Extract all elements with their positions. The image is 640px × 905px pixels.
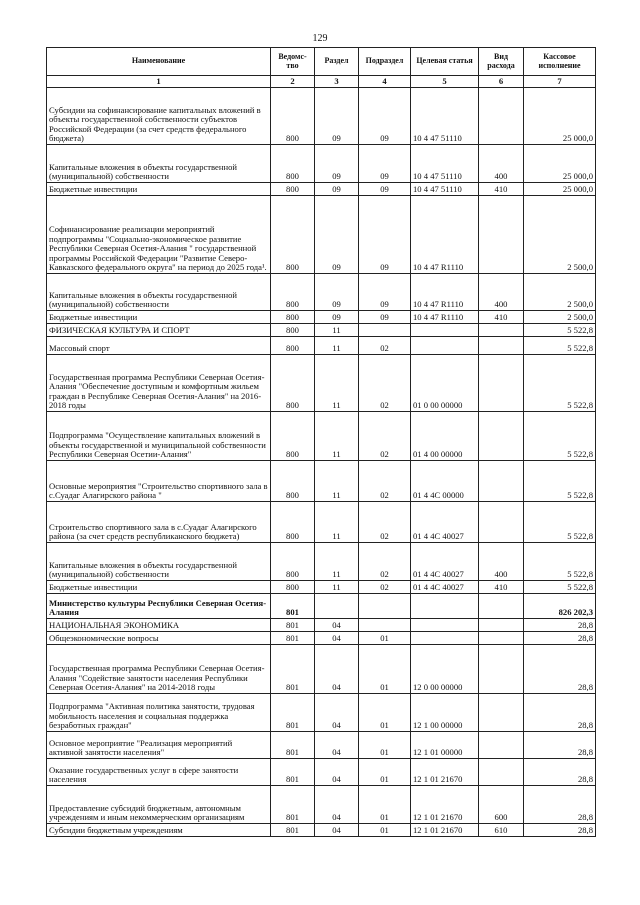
header-type: Вид расхода — [479, 48, 524, 76]
row-subsection — [359, 619, 411, 632]
row-expense-type — [479, 694, 524, 732]
row-amount: 5 522,8 — [524, 355, 596, 412]
row-dept: 801 — [271, 594, 315, 619]
row-dept: 800 — [271, 461, 315, 502]
row-subsection: 02 — [359, 461, 411, 502]
row-target-article — [411, 619, 479, 632]
table-row — [47, 502, 596, 543]
row-section: 11 — [315, 543, 359, 581]
row-amount: 25 000,0 — [524, 145, 596, 183]
row-amount: 826 202,3 — [524, 594, 596, 619]
row-expense-type — [479, 324, 524, 337]
row-amount: 2 500,0 — [524, 311, 596, 324]
row-name: Бюджетные инвестиции — [47, 311, 271, 324]
column-number-row — [47, 76, 596, 88]
table-row — [47, 337, 596, 355]
row-section: 04 — [315, 824, 359, 837]
row-subsection: 02 — [359, 337, 411, 355]
row-target-article: 12 1 01 21670 — [411, 759, 479, 786]
row-amount: 5 522,8 — [524, 337, 596, 355]
header-target: Целевая статья — [411, 48, 479, 76]
row-amount: 28,8 — [524, 645, 596, 694]
budget-table — [46, 47, 596, 837]
row-amount: 2 500,0 — [524, 196, 596, 274]
row-target-article: 12 1 01 21670 — [411, 824, 479, 837]
header-amount: Кассовое исполнение — [524, 48, 596, 76]
table-row — [47, 759, 596, 786]
row-amount: 28,8 — [524, 786, 596, 824]
row-expense-type — [479, 461, 524, 502]
row-subsection: 09 — [359, 145, 411, 183]
row-amount: 5 522,8 — [524, 543, 596, 581]
table-row — [47, 88, 596, 145]
row-target-article: 10 4 47 51110 — [411, 183, 479, 196]
row-dept: 800 — [271, 311, 315, 324]
row-name: Основные мероприятия "Строительство спортивного зала в с.Суадаг Алагирского района " — [47, 461, 271, 502]
row-subsection: 02 — [359, 355, 411, 412]
row-target-article: 01 4 4С 40027 — [411, 581, 479, 594]
row-expense-type: 410 — [479, 311, 524, 324]
row-section: 04 — [315, 759, 359, 786]
row-subsection: 02 — [359, 502, 411, 543]
table-row — [47, 632, 596, 645]
row-target-article: 12 1 01 21670 — [411, 786, 479, 824]
row-section: 11 — [315, 337, 359, 355]
row-section: 11 — [315, 461, 359, 502]
row-dept: 800 — [271, 88, 315, 145]
row-section: 04 — [315, 645, 359, 694]
row-target-article — [411, 324, 479, 337]
row-section: 09 — [315, 145, 359, 183]
row-section: 04 — [315, 786, 359, 824]
column-number: 6 — [479, 76, 524, 88]
header-row — [47, 48, 596, 76]
row-subsection: 01 — [359, 786, 411, 824]
table-row — [47, 594, 596, 619]
row-dept: 800 — [271, 502, 315, 543]
table-row — [47, 324, 596, 337]
row-name: Массовый спорт — [47, 337, 271, 355]
row-expense-type — [479, 732, 524, 759]
row-expense-type: 600 — [479, 786, 524, 824]
row-amount: 25 000,0 — [524, 183, 596, 196]
column-number: 5 — [411, 76, 479, 88]
table-row — [47, 824, 596, 837]
row-expense-type — [479, 594, 524, 619]
row-name: Подпрограмма "Активная политика занятости, трудовая мобильность населения и социальная поддержка безработных граждан" — [47, 694, 271, 732]
row-dept: 801 — [271, 645, 315, 694]
row-amount: 5 522,8 — [524, 502, 596, 543]
row-target-article: 10 4 47 51110 — [411, 88, 479, 145]
row-section: 09 — [315, 88, 359, 145]
row-name: Министерство культуры Республики Северная Осетия-Алания — [47, 594, 271, 619]
row-dept: 800 — [271, 581, 315, 594]
row-amount: 28,8 — [524, 632, 596, 645]
row-expense-type: 610 — [479, 824, 524, 837]
row-subsection: 02 — [359, 412, 411, 461]
row-dept: 800 — [271, 324, 315, 337]
row-section: 11 — [315, 355, 359, 412]
row-target-article: 01 0 00 00000 — [411, 355, 479, 412]
row-amount: 5 522,8 — [524, 461, 596, 502]
row-section — [315, 594, 359, 619]
row-subsection: 01 — [359, 759, 411, 786]
row-section: 04 — [315, 632, 359, 645]
row-dept: 800 — [271, 412, 315, 461]
row-name: Строительство спортивного зала в с.Суадаг Алагирского района (за счет средств республиканского бюджета) — [47, 502, 271, 543]
column-number: 1 — [47, 76, 271, 88]
row-subsection: 09 — [359, 311, 411, 324]
row-amount: 28,8 — [524, 619, 596, 632]
page-number: 129 — [312, 33, 328, 44]
row-target-article: 12 1 00 00000 — [411, 694, 479, 732]
row-subsection: 01 — [359, 824, 411, 837]
row-subsection: 09 — [359, 274, 411, 311]
row-name: Капитальные вложения в объекты государственной (муниципальной) собственности — [47, 274, 271, 311]
row-expense-type — [479, 355, 524, 412]
row-subsection: 09 — [359, 196, 411, 274]
row-section: 09 — [315, 311, 359, 324]
row-name: Государственная программа Республики Северная Осетия-Алания "Обеспечение доступным и комфортным жильем граждан в Республике Северная Осетия-Алания" на 2016-2018 годы — [47, 355, 271, 412]
row-name: Бюджетные инвестиции — [47, 183, 271, 196]
row-subsection: 01 — [359, 732, 411, 759]
row-expense-type — [479, 759, 524, 786]
row-amount: 28,8 — [524, 694, 596, 732]
row-dept: 801 — [271, 632, 315, 645]
table-row — [47, 196, 596, 274]
row-expense-type: 410 — [479, 183, 524, 196]
table-row — [47, 786, 596, 824]
row-dept: 800 — [271, 196, 315, 274]
row-expense-type — [479, 619, 524, 632]
row-target-article: 01 4 00 00000 — [411, 412, 479, 461]
column-number: 3 — [315, 76, 359, 88]
table-row — [47, 412, 596, 461]
row-section: 09 — [315, 183, 359, 196]
row-name: Оказание государственных услуг в сфере занятости населения — [47, 759, 271, 786]
column-number: 7 — [524, 76, 596, 88]
row-expense-type: 410 — [479, 581, 524, 594]
row-subsection — [359, 594, 411, 619]
row-section: 09 — [315, 196, 359, 274]
row-dept: 801 — [271, 824, 315, 837]
row-name: Общеэкономические вопросы — [47, 632, 271, 645]
row-amount: 5 522,8 — [524, 324, 596, 337]
row-subsection: 01 — [359, 694, 411, 732]
row-subsection: 09 — [359, 183, 411, 196]
header-section: Раздел — [315, 48, 359, 76]
row-expense-type — [479, 502, 524, 543]
row-dept: 801 — [271, 786, 315, 824]
row-name: НАЦИОНАЛЬНАЯ ЭКОНОМИКА — [47, 619, 271, 632]
row-subsection: 02 — [359, 581, 411, 594]
row-section: 04 — [315, 732, 359, 759]
row-amount: 5 522,8 — [524, 581, 596, 594]
row-expense-type: 400 — [479, 543, 524, 581]
row-amount: 28,8 — [524, 759, 596, 786]
row-name: Субсидии на софинансирование капитальных вложений в объекты государственной собственности субъектов Российской Федерации (за счет средств федерального бюджета) — [47, 88, 271, 145]
row-dept: 800 — [271, 145, 315, 183]
row-name: ФИЗИЧЕСКАЯ КУЛЬТУРА И СПОРТ — [47, 324, 271, 337]
row-target-article: 01 4 4С 00000 — [411, 461, 479, 502]
table-row — [47, 183, 596, 196]
row-section: 11 — [315, 324, 359, 337]
column-number: 2 — [271, 76, 315, 88]
row-target-article — [411, 337, 479, 355]
row-section: 04 — [315, 694, 359, 732]
row-dept: 801 — [271, 759, 315, 786]
row-section: 11 — [315, 412, 359, 461]
table-row — [47, 274, 596, 311]
table-row — [47, 694, 596, 732]
row-dept: 800 — [271, 543, 315, 581]
row-expense-type — [479, 337, 524, 355]
table-row — [47, 645, 596, 694]
row-target-article: 10 4 47 R1110 — [411, 311, 479, 324]
header-name: Наименование — [47, 48, 271, 76]
row-dept: 800 — [271, 183, 315, 196]
row-amount: 25 000,0 — [524, 88, 596, 145]
row-name: Софинансирование реализации мероприятий подпрограммы "Социально-экономическое развитие Республики Северная Осетия-Алания " государственной программы Российской Федерации "Развитие Северо-Кавказского федерального округа" на период до 2025 года¹. — [47, 196, 271, 274]
row-dept: 800 — [271, 337, 315, 355]
row-target-article: 10 4 47 51110 — [411, 145, 479, 183]
row-target-article — [411, 594, 479, 619]
row-name: Основное мероприятие "Реализация мероприятий активной занятости населения" — [47, 732, 271, 759]
row-amount: 28,8 — [524, 824, 596, 837]
row-dept: 801 — [271, 619, 315, 632]
row-expense-type — [479, 645, 524, 694]
table-row — [47, 581, 596, 594]
table-row — [47, 311, 596, 324]
table-row — [47, 732, 596, 759]
row-name: Подпрограмма "Осуществление капитальных вложений в объекты государственной и муниципальной собственности Республики Северная Осетии-Алания" — [47, 412, 271, 461]
row-subsection: 02 — [359, 543, 411, 581]
row-target-article: 10 4 47 R1110 — [411, 274, 479, 311]
row-subsection: 09 — [359, 88, 411, 145]
row-section: 09 — [315, 274, 359, 311]
row-subsection: 01 — [359, 645, 411, 694]
row-expense-type — [479, 412, 524, 461]
row-dept: 800 — [271, 355, 315, 412]
row-expense-type — [479, 88, 524, 145]
row-section: 11 — [315, 581, 359, 594]
row-name: Государственная программа Республики Северная Осетия-Алания "Содействие занятости населения Республики Северная Осетия-Алания" на 2014-2018 годы — [47, 645, 271, 694]
row-expense-type — [479, 196, 524, 274]
header-subsection: Подраздел — [359, 48, 411, 76]
row-section: 11 — [315, 502, 359, 543]
row-name: Предоставление субсидий бюджетным, автономным учреждениям и иным некоммерческим организациям — [47, 786, 271, 824]
row-amount: 2 500,0 — [524, 274, 596, 311]
header-dept: Ведомс-тво — [271, 48, 315, 76]
row-name: Субсидии бюджетным учреждениям — [47, 824, 271, 837]
row-target-article: 12 1 01 00000 — [411, 732, 479, 759]
column-number: 4 — [359, 76, 411, 88]
row-target-article: 01 4 4С 40027 — [411, 543, 479, 581]
row-target-article: 10 4 47 R1110 — [411, 196, 479, 274]
row-name: Капитальные вложения в объекты государственной (муниципальной) собственности — [47, 145, 271, 183]
row-expense-type: 400 — [479, 274, 524, 311]
row-name: Бюджетные инвестиции — [47, 581, 271, 594]
row-amount: 5 522,8 — [524, 412, 596, 461]
row-subsection: 01 — [359, 632, 411, 645]
table-row — [47, 145, 596, 183]
table-row — [47, 619, 596, 632]
row-name: Капитальные вложения в объекты государственной (муниципальной) собственности — [47, 543, 271, 581]
row-dept: 800 — [271, 274, 315, 311]
row-target-article: 01 4 4С 40027 — [411, 502, 479, 543]
row-expense-type: 400 — [479, 145, 524, 183]
table-row — [47, 355, 596, 412]
row-target-article: 12 0 00 00000 — [411, 645, 479, 694]
row-expense-type — [479, 632, 524, 645]
row-target-article — [411, 632, 479, 645]
table-row — [47, 461, 596, 502]
row-amount: 28,8 — [524, 732, 596, 759]
row-subsection — [359, 324, 411, 337]
row-dept: 801 — [271, 694, 315, 732]
table-row — [47, 543, 596, 581]
row-section: 04 — [315, 619, 359, 632]
row-dept: 801 — [271, 732, 315, 759]
